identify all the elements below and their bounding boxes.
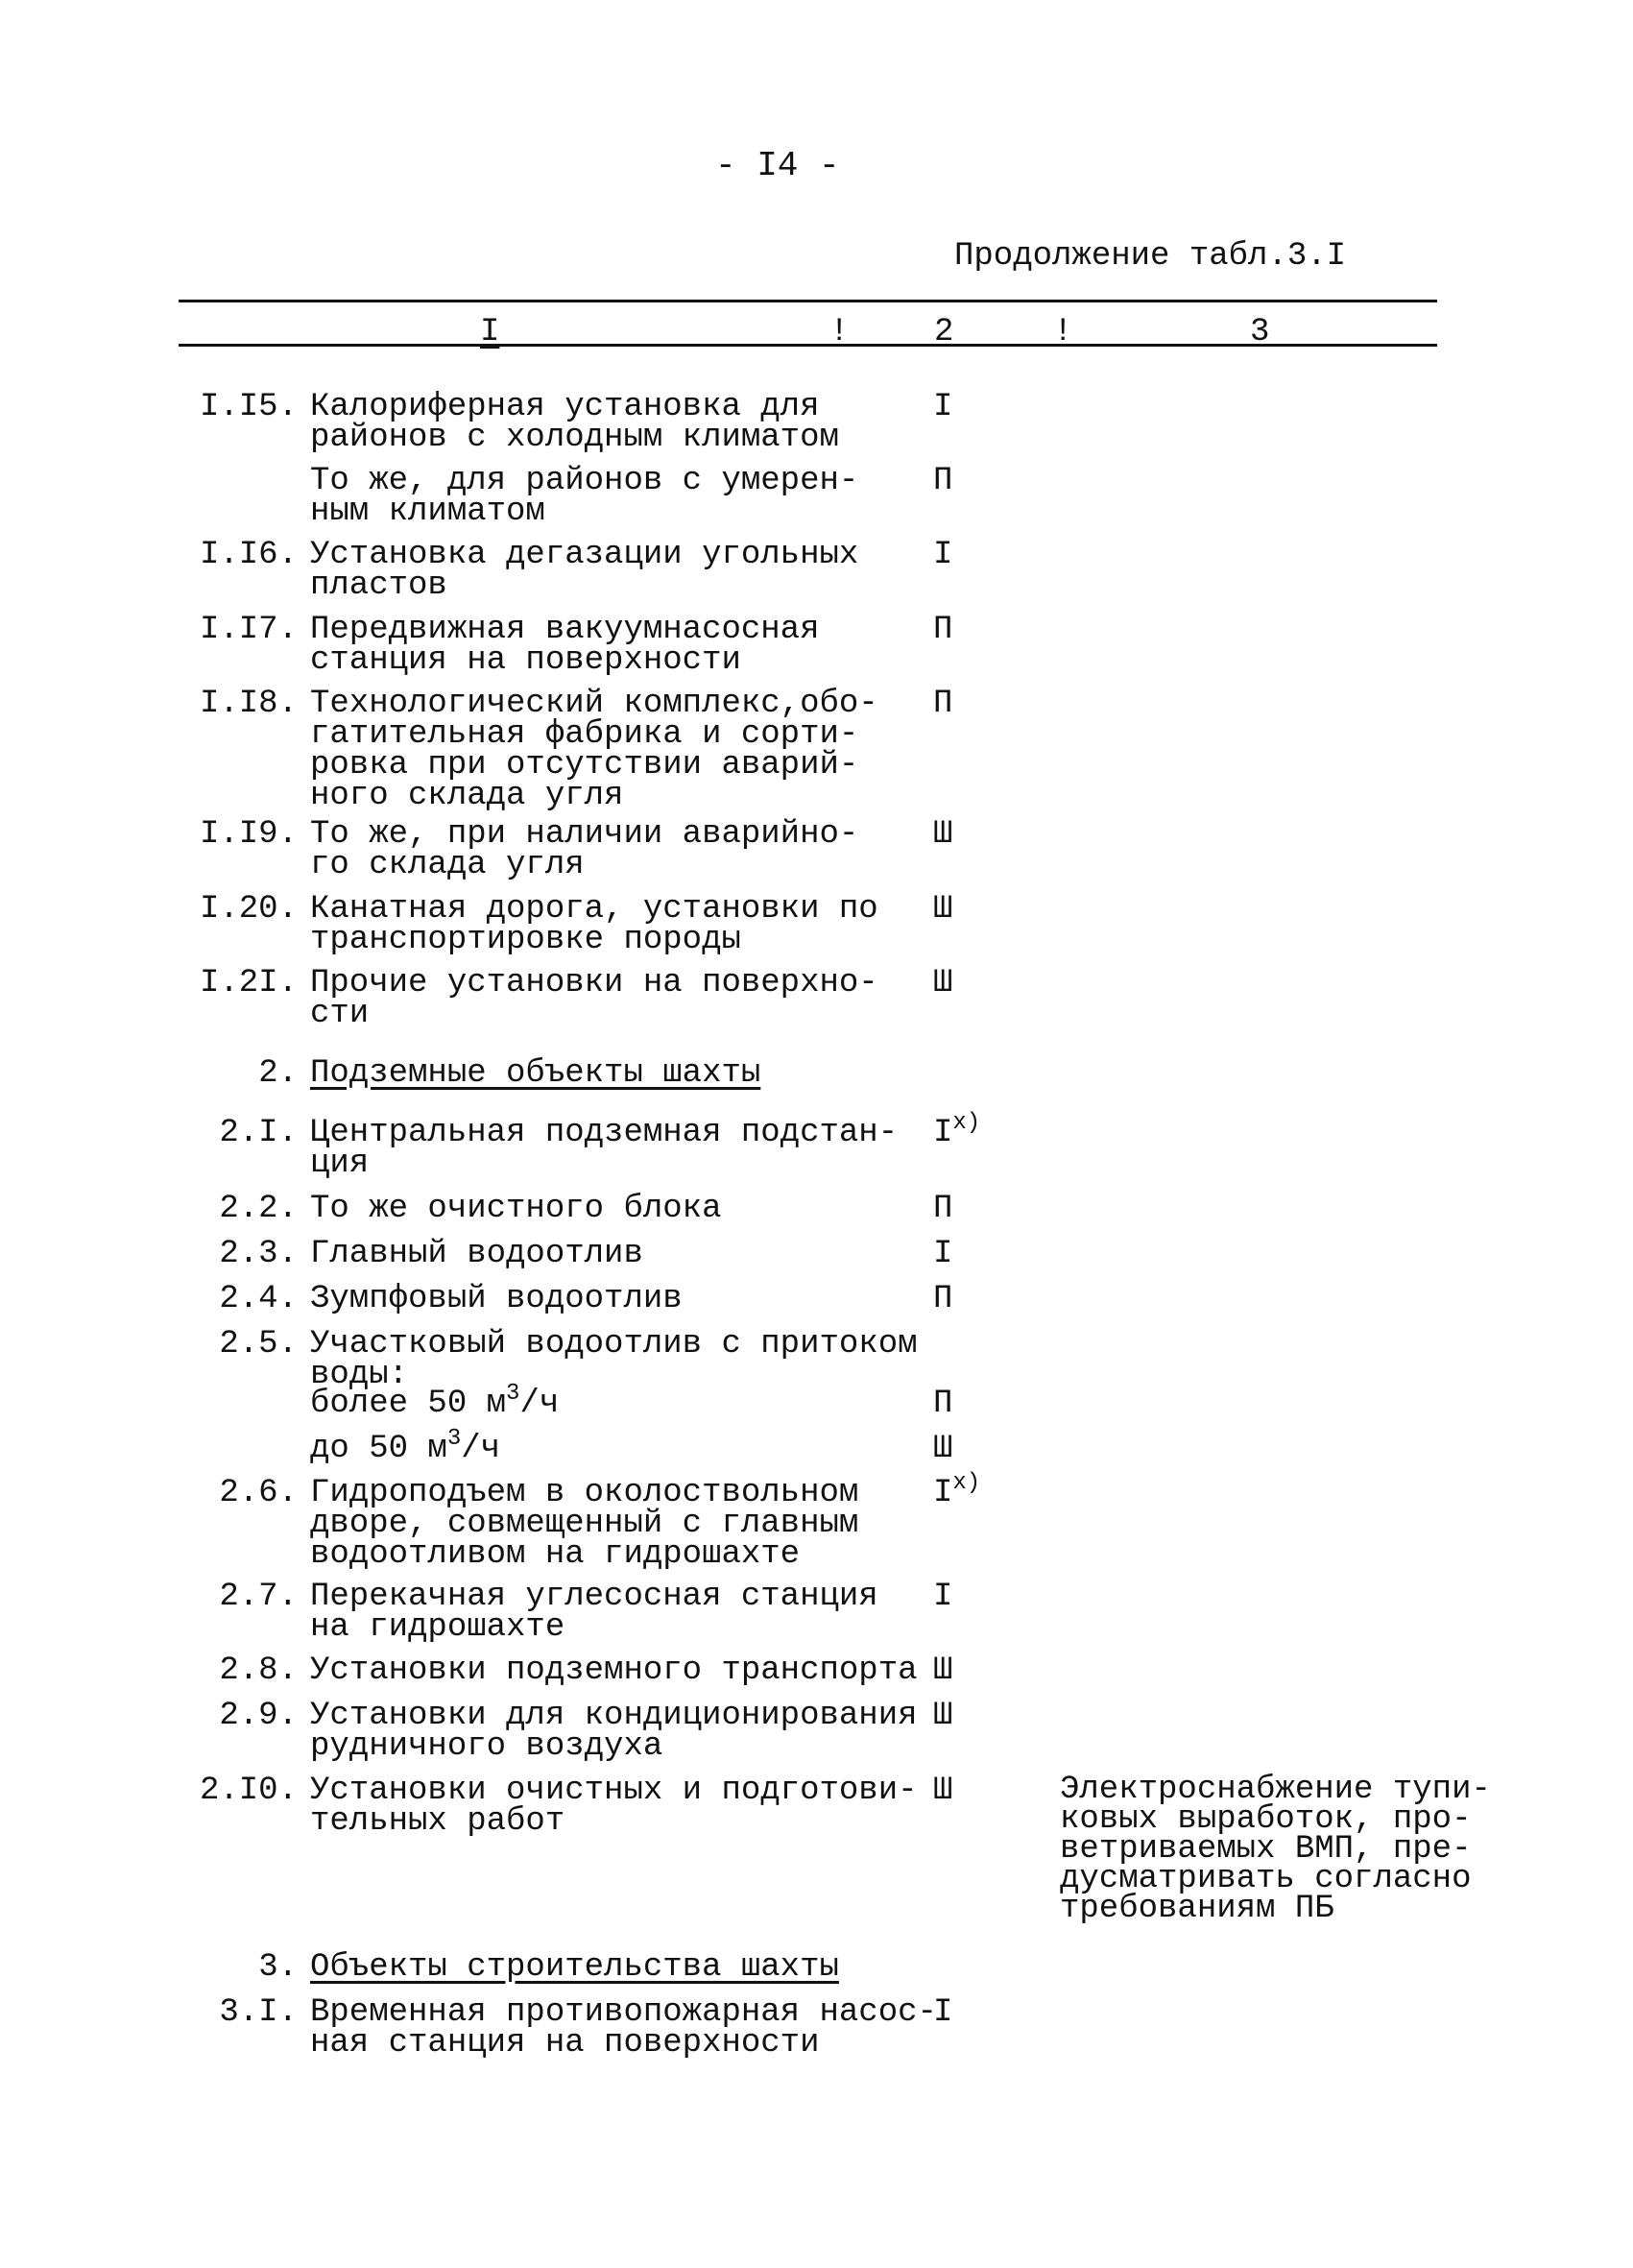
row-description-line: районов с холодным климатом	[310, 420, 839, 456]
row-description-line: То же, для районов с умерен-	[310, 463, 859, 499]
row-description-line: Технологический комплекс,обо-	[310, 686, 878, 722]
row-number: 2.2.	[219, 1191, 298, 1227]
table-header-rule	[179, 344, 1437, 347]
row-description-line: воды:	[310, 1357, 409, 1393]
row-description-line	[310, 1426, 501, 1467]
row-description-line: Прочие установки на поверхно-	[310, 965, 878, 1001]
row-description-line: То же очистного блока	[310, 1191, 722, 1227]
category-label: Ш	[933, 965, 953, 1001]
category-label: П	[933, 1191, 953, 1227]
header-col-1: I	[480, 314, 500, 350]
category-value	[933, 537, 953, 573]
category-value	[933, 816, 953, 853]
category-label: Ш	[933, 1698, 953, 1734]
row-note-line: ковых выработок, про-	[1060, 1801, 1472, 1838]
row-number: 2.6.	[219, 1475, 298, 1511]
category-value	[933, 965, 953, 1001]
category-value	[933, 1110, 981, 1151]
category-value	[933, 1470, 981, 1511]
row-number: 2.4.	[219, 1281, 298, 1317]
row-description-line: ного склада угля	[310, 778, 624, 814]
row-number: 3.I.	[219, 1994, 298, 2031]
category-value	[933, 1653, 953, 1689]
unit-suffix: /ч	[519, 1386, 560, 1422]
row-description-line: сти	[310, 996, 370, 1032]
row-description-line: То же, при наличии аварийно-	[310, 816, 859, 853]
category-value	[933, 1579, 953, 1615]
row-number: I.I6.	[199, 537, 298, 573]
row-description-line: Установки подземного транспорта	[310, 1653, 918, 1689]
row-description-line: гатительная фабрика и сорти-	[310, 716, 859, 753]
unit-prefix: более 50 м	[310, 1386, 507, 1422]
row-description-line: Установки очистных и подготови-	[310, 1773, 918, 1809]
row-description-line: пластов	[310, 567, 447, 604]
row-number: 3.	[258, 1949, 298, 1986]
category-label: I	[933, 1579, 953, 1615]
category-value	[933, 1431, 953, 1467]
category-label: П	[933, 1386, 953, 1422]
row-number: I.I5.	[199, 389, 298, 425]
category-value	[933, 1773, 953, 1809]
section-heading: Подземные объекты шахты	[310, 1055, 761, 1092]
row-note-line: дусматривать согласно	[1060, 1861, 1472, 1897]
row-number: I.20.	[199, 891, 298, 928]
row-description-line: Канатная дорога, установки по	[310, 891, 878, 928]
category-value	[933, 1698, 953, 1734]
row-description-line: Передвижная вакуумнасосная	[310, 612, 820, 648]
unit-exponent: 3	[506, 1381, 520, 1407]
row-description-line: станция на поверхности	[310, 642, 741, 679]
row-number: 2.I0.	[199, 1773, 298, 1809]
unit-prefix: до 50 м	[310, 1431, 447, 1467]
row-description-line: рудничного воздуха	[310, 1728, 663, 1765]
row-description-line: на гидрошахте	[310, 1609, 565, 1646]
row-number: I.I9.	[199, 816, 298, 853]
category-value	[933, 1281, 953, 1317]
category-label: Ш	[933, 1653, 953, 1689]
row-description-line: ная станция на поверхности	[310, 2025, 820, 2062]
row-description-line: го склада угля	[310, 847, 585, 883]
unit-suffix: /ч	[461, 1431, 501, 1467]
category-label: Ш	[933, 891, 953, 928]
category-value	[933, 686, 953, 722]
row-description-line: Зумпфовый водоотлив	[310, 1281, 683, 1317]
header-separator-2: !	[1053, 314, 1073, 350]
row-number: I.I7.	[199, 612, 298, 648]
category-label: Ш	[933, 816, 953, 853]
row-description-line: водоотливом на гидрошахте	[310, 1536, 801, 1573]
category-value	[933, 612, 953, 648]
row-description-line: дворе, совмещенный с главным	[310, 1506, 859, 1542]
section-heading: Объекты строительства шахты	[310, 1949, 839, 1986]
unit-exponent: 3	[446, 1426, 462, 1452]
row-description-line: транспортировке породы	[310, 922, 741, 958]
table-caption: Продолжение табл.3.I	[954, 238, 1347, 275]
page-number: - I4 -	[715, 146, 840, 185]
category-value	[933, 1994, 953, 2031]
category-label: I	[933, 537, 953, 573]
row-description-line	[310, 1381, 560, 1422]
category-footnote-mark: x)	[952, 1470, 981, 1496]
category-label: I	[933, 1236, 953, 1272]
category-label: Ш	[933, 1431, 953, 1467]
row-number: 2.9.	[219, 1698, 298, 1734]
row-description-line: Центральная подземная подстан-	[310, 1115, 899, 1151]
category-label: I	[933, 1115, 953, 1151]
header-col-3: 3	[1250, 314, 1270, 350]
category-label: П	[933, 1281, 953, 1317]
category-label: I	[933, 1994, 953, 2031]
category-value	[933, 1191, 953, 1227]
row-number: 2.7.	[219, 1579, 298, 1615]
row-description-line: ным климатом	[310, 494, 545, 530]
category-value	[933, 891, 953, 928]
category-label: П	[933, 463, 953, 499]
row-description-line: Установки для кондиционирования	[310, 1698, 918, 1734]
row-description-line: Гидроподъем в околоствольном	[310, 1475, 859, 1511]
header-col-2: 2	[934, 314, 954, 350]
row-number: 2.	[258, 1055, 298, 1092]
category-footnote-mark: x)	[952, 1110, 981, 1136]
category-label: П	[933, 686, 953, 722]
row-description-line: ция	[310, 1146, 370, 1182]
row-description-line: тельных работ	[310, 1803, 565, 1840]
row-description-line: Участковый водоотлив с притоком	[310, 1326, 918, 1363]
row-description-line: Главный водоотлив	[310, 1236, 643, 1272]
category-value	[933, 389, 953, 425]
category-value	[933, 1236, 953, 1272]
row-number: I.2I.	[199, 965, 298, 1001]
row-note-line: требованиям ПБ	[1060, 1891, 1334, 1927]
row-number: 2.I.	[219, 1115, 298, 1151]
category-value	[933, 463, 953, 499]
row-number: 2.5.	[219, 1326, 298, 1363]
row-description-line: Временная противопожарная насос-	[310, 1994, 937, 2031]
row-number: 2.3.	[219, 1236, 298, 1272]
category-label: П	[933, 612, 953, 648]
category-label: Ш	[933, 1773, 953, 1809]
row-description-line: Калориферная установка для	[310, 389, 820, 425]
row-number: 2.8.	[219, 1653, 298, 1689]
category-value	[933, 1386, 953, 1422]
row-description-line: Установка дегазации угольных	[310, 537, 859, 573]
row-number: I.I8.	[199, 686, 298, 722]
header-separator-1: !	[829, 314, 850, 350]
row-description-line: ровка при отсутствии аварий-	[310, 747, 859, 784]
category-label: I	[933, 1475, 953, 1511]
category-label: I	[933, 389, 953, 425]
row-description-line: Перекачная углесосная станция	[310, 1579, 878, 1615]
table-top-rule	[179, 300, 1437, 302]
row-note-line: Электроснабжение тупи-	[1060, 1772, 1491, 1808]
row-note-line: ветриваемых ВМП, пре-	[1060, 1831, 1472, 1868]
